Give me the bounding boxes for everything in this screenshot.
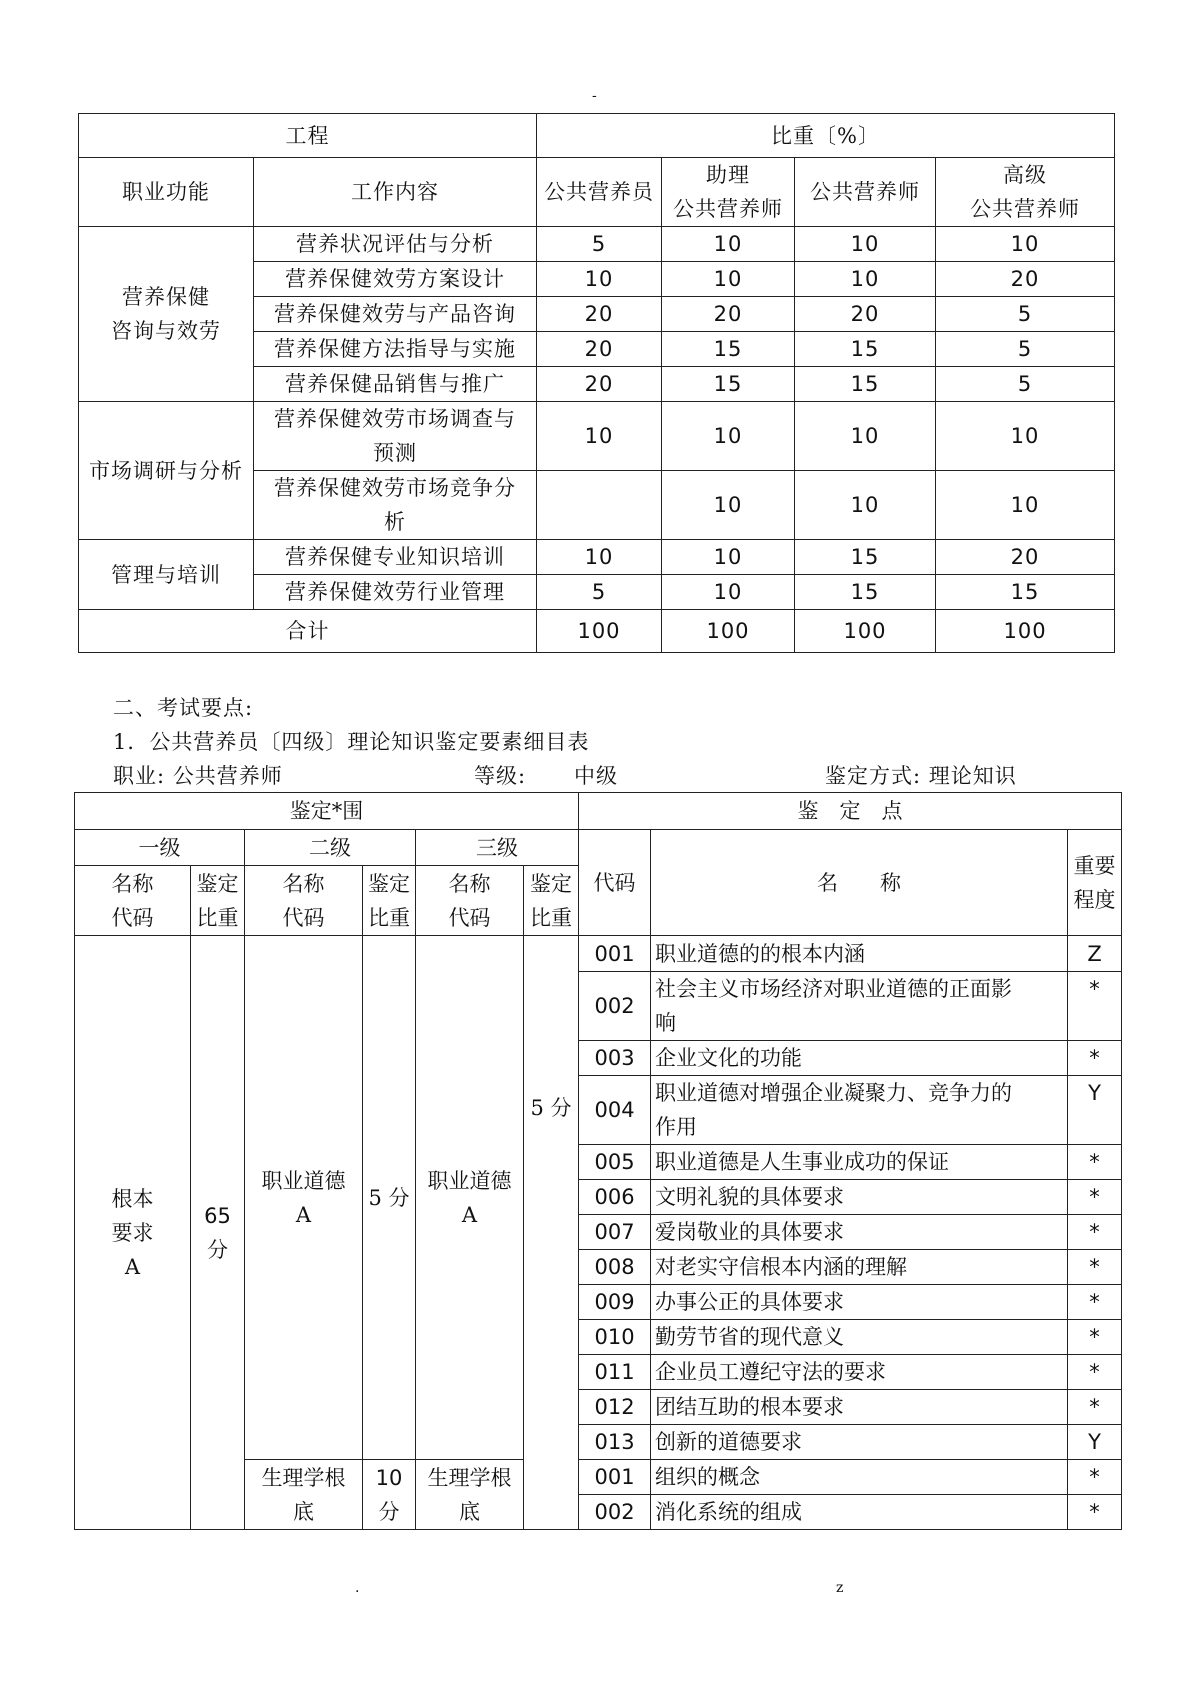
value-cell: 10 <box>662 227 795 262</box>
point-importance: * <box>1068 1145 1122 1180</box>
content-cell: 营养保健效劳方案设计 <box>254 262 537 297</box>
value-cell: 5 <box>537 227 662 262</box>
point-code: 008 <box>579 1250 651 1285</box>
point-code: 003 <box>579 1041 651 1076</box>
point-importance: * <box>1068 1041 1122 1076</box>
col-level1: 公共营养员 <box>537 158 662 227</box>
col-level2: 助理 公共营养师 <box>662 158 795 227</box>
level2-weight: 5 分 <box>363 936 416 1460</box>
point-name: 职业道德的的根本内涵 <box>651 936 1068 972</box>
point-code: 012 <box>579 1390 651 1425</box>
point-code: 007 <box>579 1215 651 1250</box>
point-name: 团结互助的根本要求 <box>651 1390 1068 1425</box>
point-name: 企业文化的功能 <box>651 1041 1068 1076</box>
point-code: 013 <box>579 1425 651 1460</box>
function-cell: 营养保健 咨询与效劳 <box>79 227 254 402</box>
content-cell: 营养保健方法指导与实施 <box>254 332 537 367</box>
point-code: 001 <box>579 936 651 972</box>
point-code: 002 <box>579 1495 651 1530</box>
point-name: 文明礼貌的具体要求 <box>651 1180 1068 1215</box>
value-cell: 10 <box>936 402 1115 471</box>
content-cell: 营养保健效劳市场调查与 预测 <box>254 402 537 471</box>
value-cell: 10 <box>537 402 662 471</box>
point-code: 005 <box>579 1145 651 1180</box>
value-cell: 20 <box>537 297 662 332</box>
value-cell: 10 <box>662 402 795 471</box>
point-importance: * <box>1068 1215 1122 1250</box>
head-weight: 鉴定 比重 <box>363 866 416 936</box>
head-name-code: 名称 代码 <box>75 866 191 936</box>
head-scope: 鉴定*围 <box>75 793 579 830</box>
meta-level-label: 等级: <box>474 764 527 788</box>
total-cell: 100 <box>795 610 936 653</box>
value-cell: 15 <box>795 575 936 610</box>
value-cell: 10 <box>662 262 795 297</box>
level1-name: 根本 要求 A <box>75 936 191 1530</box>
col-level3: 公共营养师 <box>795 158 936 227</box>
head-name-code: 名称 代码 <box>245 866 363 936</box>
content-cell: 营养保健专业知识培训 <box>254 540 537 575</box>
content-cell: 营养状况评估与分析 <box>254 227 537 262</box>
point-name: 创新的道德要求 <box>651 1425 1068 1460</box>
value-cell: 5 <box>537 575 662 610</box>
point-importance: * <box>1068 1460 1122 1495</box>
header-mark: - <box>592 88 597 104</box>
function-cell: 市场调研与分析 <box>79 402 254 540</box>
point-name: 消化系统的组成 <box>651 1495 1068 1530</box>
point-code: 006 <box>579 1180 651 1215</box>
subsection-title: 1．公共营养员〔四级〕理论知识鉴定要素细目表 <box>113 730 590 754</box>
value-cell: 10 <box>795 227 936 262</box>
point-importance: * <box>1068 1390 1122 1425</box>
value-cell: 5 <box>936 367 1115 402</box>
content-cell: 营养保健效劳市场竞争分 析 <box>254 471 537 540</box>
weight-table <box>78 113 1115 653</box>
value-cell: 10 <box>936 227 1115 262</box>
head-level1: 一级 <box>75 830 245 866</box>
point-name: 办事公正的具体要求 <box>651 1285 1068 1320</box>
value-cell: 15 <box>795 367 936 402</box>
point-importance: * <box>1068 1495 1122 1530</box>
point-name: 职业道德对增强企业凝聚力、竞争力的 作用 <box>651 1076 1068 1145</box>
head-level2: 二级 <box>245 830 416 866</box>
section-title: 二、考试要点: <box>113 696 254 720</box>
value-cell: 20 <box>936 540 1115 575</box>
col-function: 职业功能 <box>79 158 254 227</box>
head-point: 鉴 定 点 <box>579 793 1122 830</box>
head-name: 名 称 <box>651 830 1068 936</box>
point-name: 职业道德是人生事业成功的保证 <box>651 1145 1068 1180</box>
meta-method: 鉴定方式: 理论知识 <box>825 764 1017 788</box>
total-label: 合计 <box>79 610 537 653</box>
head-weight: 比重〔%〕 <box>537 114 1115 158</box>
level2-name: 生理学根 底 <box>245 1460 363 1530</box>
point-name: 对老实守信根本内涵的理解 <box>651 1250 1068 1285</box>
function-cell: 管理与培训 <box>79 540 254 610</box>
value-cell: 15 <box>662 332 795 367</box>
head-weight: 鉴定 比重 <box>191 866 245 936</box>
value-cell: 20 <box>662 297 795 332</box>
point-importance: * <box>1068 1250 1122 1285</box>
value-cell <box>537 471 662 540</box>
point-code: 001 <box>579 1460 651 1495</box>
point-name: 爱岗敬业的具体要求 <box>651 1215 1068 1250</box>
value-cell: 10 <box>795 402 936 471</box>
footer-right-mark: z <box>836 1580 844 1596</box>
content-cell: 营养保健效劳行业管理 <box>254 575 537 610</box>
point-name: 组织的概念 <box>651 1460 1068 1495</box>
level2-weight: 10 分 <box>363 1460 416 1530</box>
head-code: 代码 <box>579 830 651 936</box>
point-code: 011 <box>579 1355 651 1390</box>
value-cell: 15 <box>936 575 1115 610</box>
total-cell: 100 <box>537 610 662 653</box>
level2-name: 职业道德 A <box>245 936 363 1460</box>
value-cell: 20 <box>537 332 662 367</box>
value-cell: 10 <box>537 262 662 297</box>
value-cell: 10 <box>662 575 795 610</box>
point-name: 企业员工遵纪守法的要求 <box>651 1355 1068 1390</box>
col-level4: 高级 公共营养师 <box>936 158 1115 227</box>
value-cell: 10 <box>936 471 1115 540</box>
level1-weight: 65 分 <box>191 936 245 1530</box>
value-cell: 10 <box>795 262 936 297</box>
value-cell: 15 <box>795 540 936 575</box>
level3-weight: 5 分 <box>524 936 579 1530</box>
assessment-table <box>74 792 1122 1530</box>
meta-profession: 职业: 公共营养师 <box>113 764 283 788</box>
value-cell: 15 <box>662 367 795 402</box>
level3-name: 职业道德 A <box>416 936 524 1460</box>
value-cell: 15 <box>795 332 936 367</box>
head-project: 工程 <box>79 114 537 158</box>
meta-level-value: 中级 <box>574 764 618 788</box>
head-importance: 重要 程度 <box>1068 830 1122 936</box>
point-importance: * <box>1068 1355 1122 1390</box>
head-name-code: 名称 代码 <box>416 866 524 936</box>
head-level3: 三级 <box>416 830 579 866</box>
head-weight: 鉴定 比重 <box>524 866 579 936</box>
value-cell: 10 <box>795 471 936 540</box>
value-cell: 20 <box>537 367 662 402</box>
value-cell: 5 <box>936 332 1115 367</box>
point-name: 勤劳节省的现代意义 <box>651 1320 1068 1355</box>
point-importance: Z <box>1068 936 1122 972</box>
point-importance: * <box>1068 1320 1122 1355</box>
level3-name: 生理学根 底 <box>416 1460 524 1530</box>
point-importance: Y <box>1068 1425 1122 1460</box>
point-importance: * <box>1068 1285 1122 1320</box>
total-cell: 100 <box>936 610 1115 653</box>
footer-left-mark: . <box>355 1580 360 1596</box>
content-cell: 营养保健品销售与推广 <box>254 367 537 402</box>
point-code: 002 <box>579 972 651 1041</box>
value-cell: 10 <box>662 540 795 575</box>
col-content: 工作内容 <box>254 158 537 227</box>
point-code: 010 <box>579 1320 651 1355</box>
point-importance: Y <box>1068 1076 1122 1145</box>
value-cell: 5 <box>936 297 1115 332</box>
point-name: 社会主义市场经济对职业道德的正面影 响 <box>651 972 1068 1041</box>
point-code: 004 <box>579 1076 651 1145</box>
value-cell: 10 <box>662 471 795 540</box>
point-importance: * <box>1068 1180 1122 1215</box>
point-code: 009 <box>579 1285 651 1320</box>
value-cell: 20 <box>795 297 936 332</box>
content-cell: 营养保健效劳与产品咨询 <box>254 297 537 332</box>
total-cell: 100 <box>662 610 795 653</box>
value-cell: 20 <box>936 262 1115 297</box>
value-cell: 10 <box>537 540 662 575</box>
point-importance: * <box>1068 972 1122 1041</box>
